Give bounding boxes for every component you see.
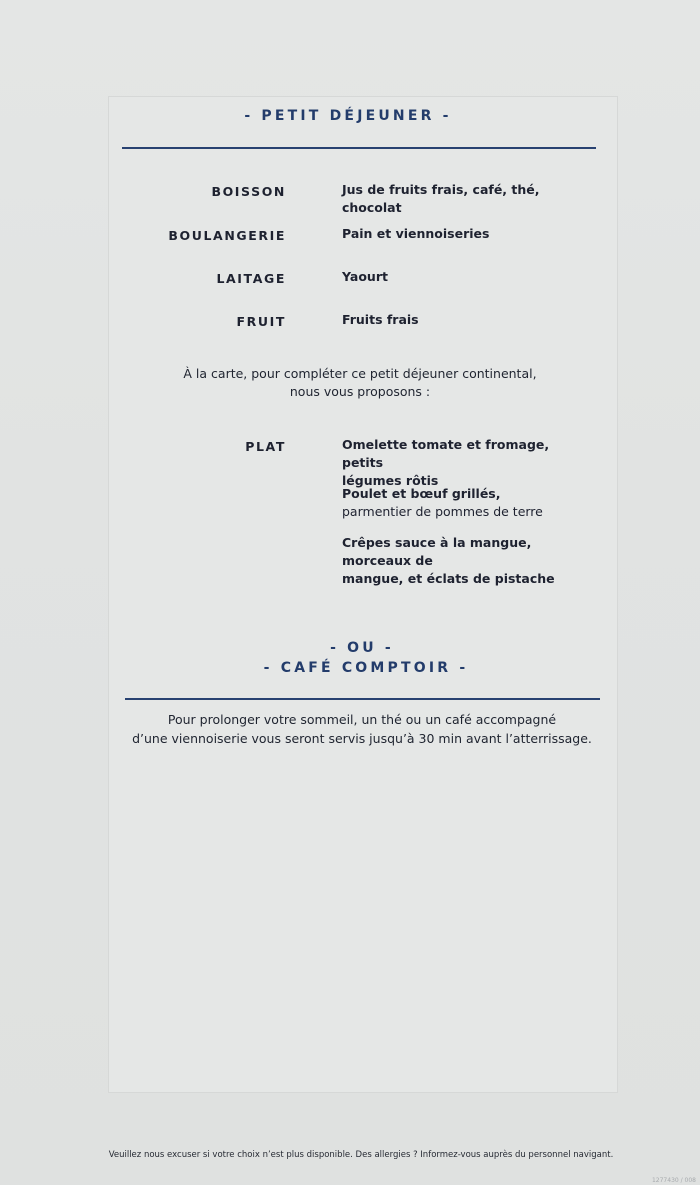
category-boisson: BOISSON bbox=[211, 184, 286, 199]
plat-option-2-line1: Poulet et bœuf grillés, bbox=[342, 486, 501, 501]
carte-intro-line1: À la carte, pour compléter ce petit déjeuner continental, bbox=[183, 366, 537, 381]
plat-option-2 bbox=[342, 485, 592, 521]
cafe-divider bbox=[125, 698, 600, 700]
item-boulangerie: Pain et viennoiseries bbox=[342, 226, 490, 241]
print-code: 1277430 / 008 bbox=[651, 1177, 696, 1184]
breakfast-title: - PETIT DÉJEUNER - bbox=[244, 108, 452, 124]
breakfast-divider bbox=[122, 147, 596, 149]
plat-option-3-line1: Crêpes sauce à la mangue, morceaux de bbox=[342, 535, 532, 568]
category-plat: PLAT bbox=[245, 439, 286, 454]
plat-option-3-line2: mangue, et éclats de pistache bbox=[342, 571, 555, 586]
menu-panel bbox=[108, 96, 618, 1093]
plat-option-1-line2: légumes rôtis bbox=[342, 473, 439, 488]
footer-notice: Veuillez nous excuser si votre choix n’est plus disponible. Des allergies ? Informez-vous auprès du personnel navigant. bbox=[108, 1150, 614, 1160]
plat-option-1 bbox=[342, 436, 592, 490]
item-fruit: Fruits frais bbox=[342, 312, 419, 327]
category-laitage: LAITAGE bbox=[216, 271, 286, 286]
category-fruit: FRUIT bbox=[236, 314, 286, 329]
cafe-text-line1: Pour prolonger votre sommeil, un thé ou un café accompagné bbox=[167, 712, 557, 727]
plat-option-3 bbox=[342, 534, 592, 588]
item-laitage: Yaourt bbox=[342, 269, 388, 284]
plat-option-2-line2: parmentier de pommes de terre bbox=[342, 504, 543, 519]
cafe-text-line2: d’une viennoiserie vous seront servis jusqu’à 30 min avant l’atterrissage. bbox=[132, 731, 592, 746]
or-separator: - OU - bbox=[330, 640, 394, 656]
carte-intro-line2: nous vous proposons : bbox=[289, 384, 431, 399]
cafe-comptoir-title: - CAFÉ COMPTOIR - bbox=[263, 660, 469, 676]
item-boisson: Jus de fruits frais, café, thé, chocolat bbox=[342, 182, 540, 215]
category-boulangerie: BOULANGERIE bbox=[168, 228, 286, 243]
plat-option-1-line1: Omelette tomate et fromage, petits bbox=[342, 437, 550, 470]
